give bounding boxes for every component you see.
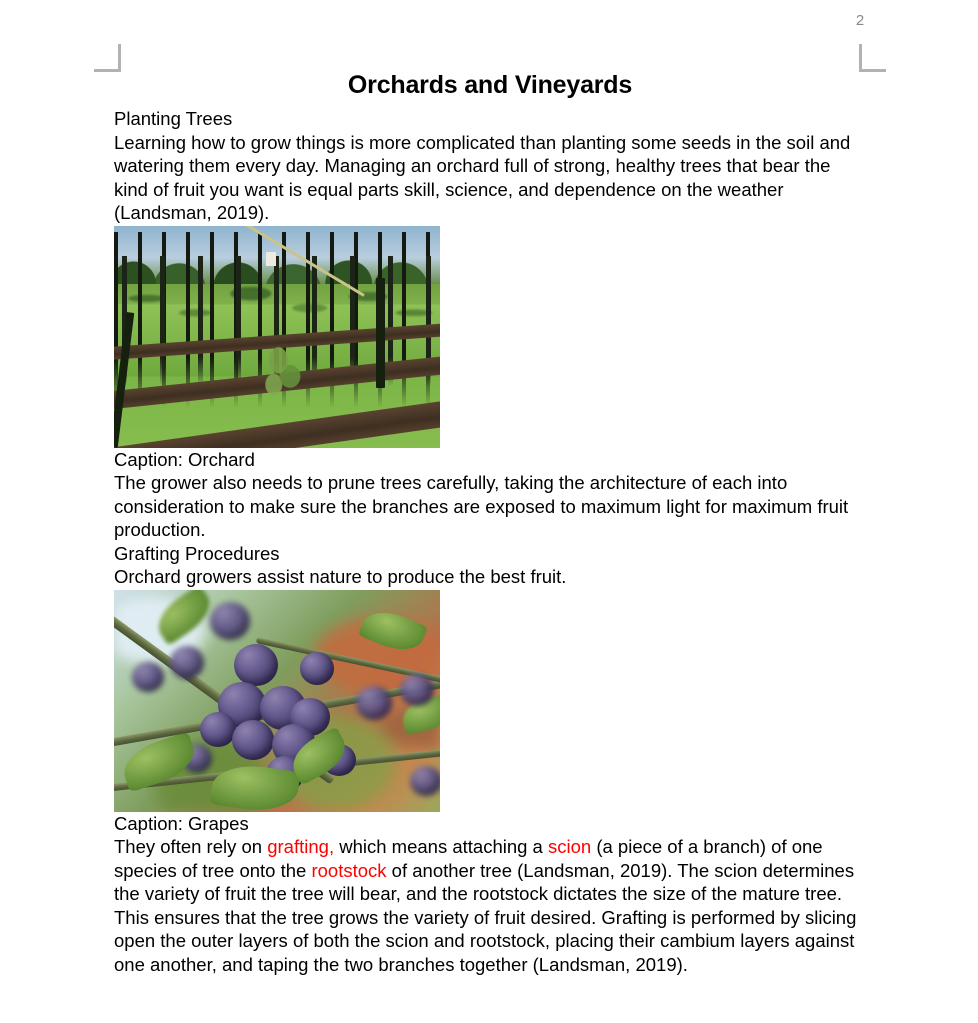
crop-mark-right-vertical (859, 44, 862, 70)
orchard-image (114, 226, 440, 448)
grapes-fruit-13 (356, 686, 392, 720)
paragraph-growers-assist: Orchard growers assist nature to produce the best fruit. (114, 566, 567, 588)
paragraph-grafting-definition (114, 835, 866, 976)
paragraph-planting-trees: Learning how to grow things is more complicated than planting some seeds in the soil and watering them every day. Managing an orchard full of strong, healthy trees that bear the kind of fruit you want is equal parts skill, science, and dependence on the weather (Landsman, 2019). (114, 131, 851, 224)
section-heading-planting-trees: Planting Trees (114, 108, 233, 130)
section-heading-grafting-procedures: Grafting Procedures (114, 542, 280, 564)
crop-mark-right (859, 44, 887, 72)
grapes-fruit-15 (410, 766, 440, 796)
orchard-foreground-post-right (376, 278, 385, 388)
paragraph-pruning: The grower also needs to prune trees carefully, taking the architecture of each into consideration to make sure the branches are exposed to maximum light for maximum fruit production. (114, 472, 849, 541)
grapes-image (114, 590, 440, 812)
paragraph-grafting-part-2: which means attaching a (334, 836, 548, 858)
grapes-fruit-7 (300, 652, 334, 685)
paragraph-grafting-part-1: They often rely on (114, 836, 268, 858)
grapes-fruit-10 (210, 602, 250, 640)
crop-mark-left-vertical (118, 44, 121, 70)
term-rootstock: rootstock (311, 859, 387, 881)
page-title: Orchards and Vineyards (347, 71, 633, 99)
paragraph-grafting-part-4: of another tree (Landsman, 2019). The scion determines the variety of fruit the tree will bear, and the rootstock dictates the size of the mature tree. This ensures that the tree grows the variety of fruit desired. Grafting is performed by slicing open the outer layers of both the scion and rootstock, placing their cambium layers against one another, and taping the two branches together (Landsman, 2019). (114, 859, 857, 975)
caption-grapes: Caption: Grapes (114, 812, 249, 834)
orchard-sapling (260, 344, 306, 398)
crop-mark-left (94, 44, 122, 72)
grapes-fruit-8 (200, 712, 236, 747)
grapes-fruit-4 (232, 720, 274, 760)
paragraph-grafting-part-3: (a piece of a branch) of one species of tree onto the (114, 836, 823, 881)
grapes-fruit-1 (234, 644, 278, 686)
caption-orchard: Caption: Orchard (114, 448, 255, 470)
grapes-fruit-14 (400, 674, 434, 706)
orchard-white-marker (266, 252, 276, 266)
term-grafting: grafting, (267, 836, 335, 858)
term-scion: scion (548, 836, 592, 858)
grapes-fruit-12 (132, 662, 164, 692)
document-body (114, 70, 866, 976)
page-number: 2 (855, 12, 865, 29)
grapes-fruit-11 (170, 646, 204, 679)
